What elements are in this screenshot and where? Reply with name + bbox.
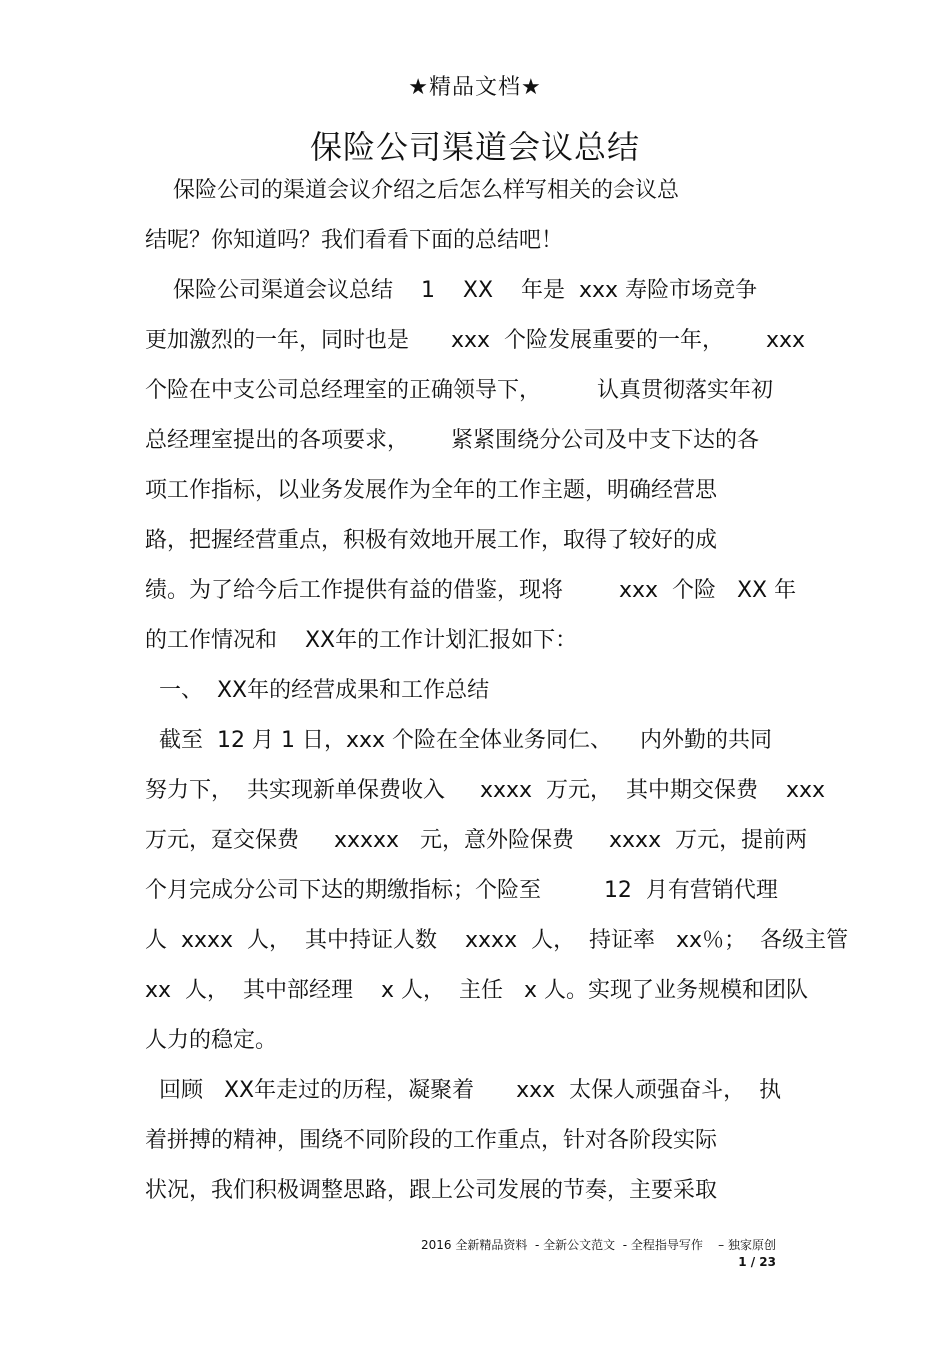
body-line: 项工作指标，以业务发展作为全年的工作主题，明确经营思 (145, 478, 718, 503)
body-line: 的工作情况和 XX年的工作计划汇报如下： (145, 628, 578, 653)
body-line: 截至 12 月 1 日，xxx 个险在全体业务同仁、 内外勤的共同 (145, 728, 772, 753)
body-line: xx 人， 其中部经理 x 人， 主任 x 人。实现了业务规模和团队 (145, 978, 808, 1003)
document-title: 保险公司渠道会议总结 (309, 128, 640, 166)
body-line: 人力的稳定。 (145, 1028, 278, 1053)
body-line: 万元，趸交保费 xxxxx 元，意外险保费 xxxx 万元，提前两 (145, 828, 808, 853)
body-line: 个月完成分公司下达的期缴指标；个险至 12 月有营销代理 (145, 878, 778, 903)
page-number: 1 / 23 (738, 1255, 776, 1269)
body-line: 状况，我们积极调整思路，跟上公司发展的节奏，主要采取 (145, 1178, 718, 1203)
body-line: 结呢？你知道吗？我们看看下面的总结吧！ (145, 228, 564, 253)
body-line: 更加激烈的一年，同时也是 xxx 个险发展重要的一年， xxx (145, 328, 806, 353)
body-line: 人 xxxx 人， 其中持证人数 xxxx 人， 持证率 xx％； 各级主管 (145, 928, 849, 953)
body-line: 回顾 XX年走过的历程，凝聚着 xxx 太保人顽强奋斗， 执 (145, 1078, 782, 1103)
body-line: 努力下， 共实现新单保费收入 xxxx 万元， 其中期交保费 xxx (145, 778, 826, 803)
body-line: 路，把握经营重点，积极有效地开展工作，取得了较好的成 (145, 528, 718, 553)
document-header: ★精品文档★ (408, 75, 542, 100)
body-line: 总经理室提出的各项要求， 紧紧围绕分公司及中支下达的各 (145, 428, 759, 453)
section-heading: 一、 XX年的经营成果和工作总结 (145, 678, 490, 703)
page-footer: 2016 全新精品资料 - 全新公文范文 - 全程指导写作 – 独家原创 (421, 1238, 776, 1252)
body-line: 保险公司的渠道会议介绍之后怎么样写相关的会议总 (145, 178, 679, 203)
body-line: 着拼搏的精神，围绕不同阶段的工作重点，针对各阶段实际 (145, 1128, 718, 1153)
body-line: 保险公司渠道会议总结 1 XX 年是 xxx 寿险市场竞争 (145, 278, 758, 303)
body-line: 个险在中支公司总经理室的正确领导下， 认真贯彻落实年初 (145, 378, 773, 403)
body-line: 绩。为了给今后工作提供有益的借鉴，现将 xxx 个险 XX 年 (145, 578, 797, 603)
